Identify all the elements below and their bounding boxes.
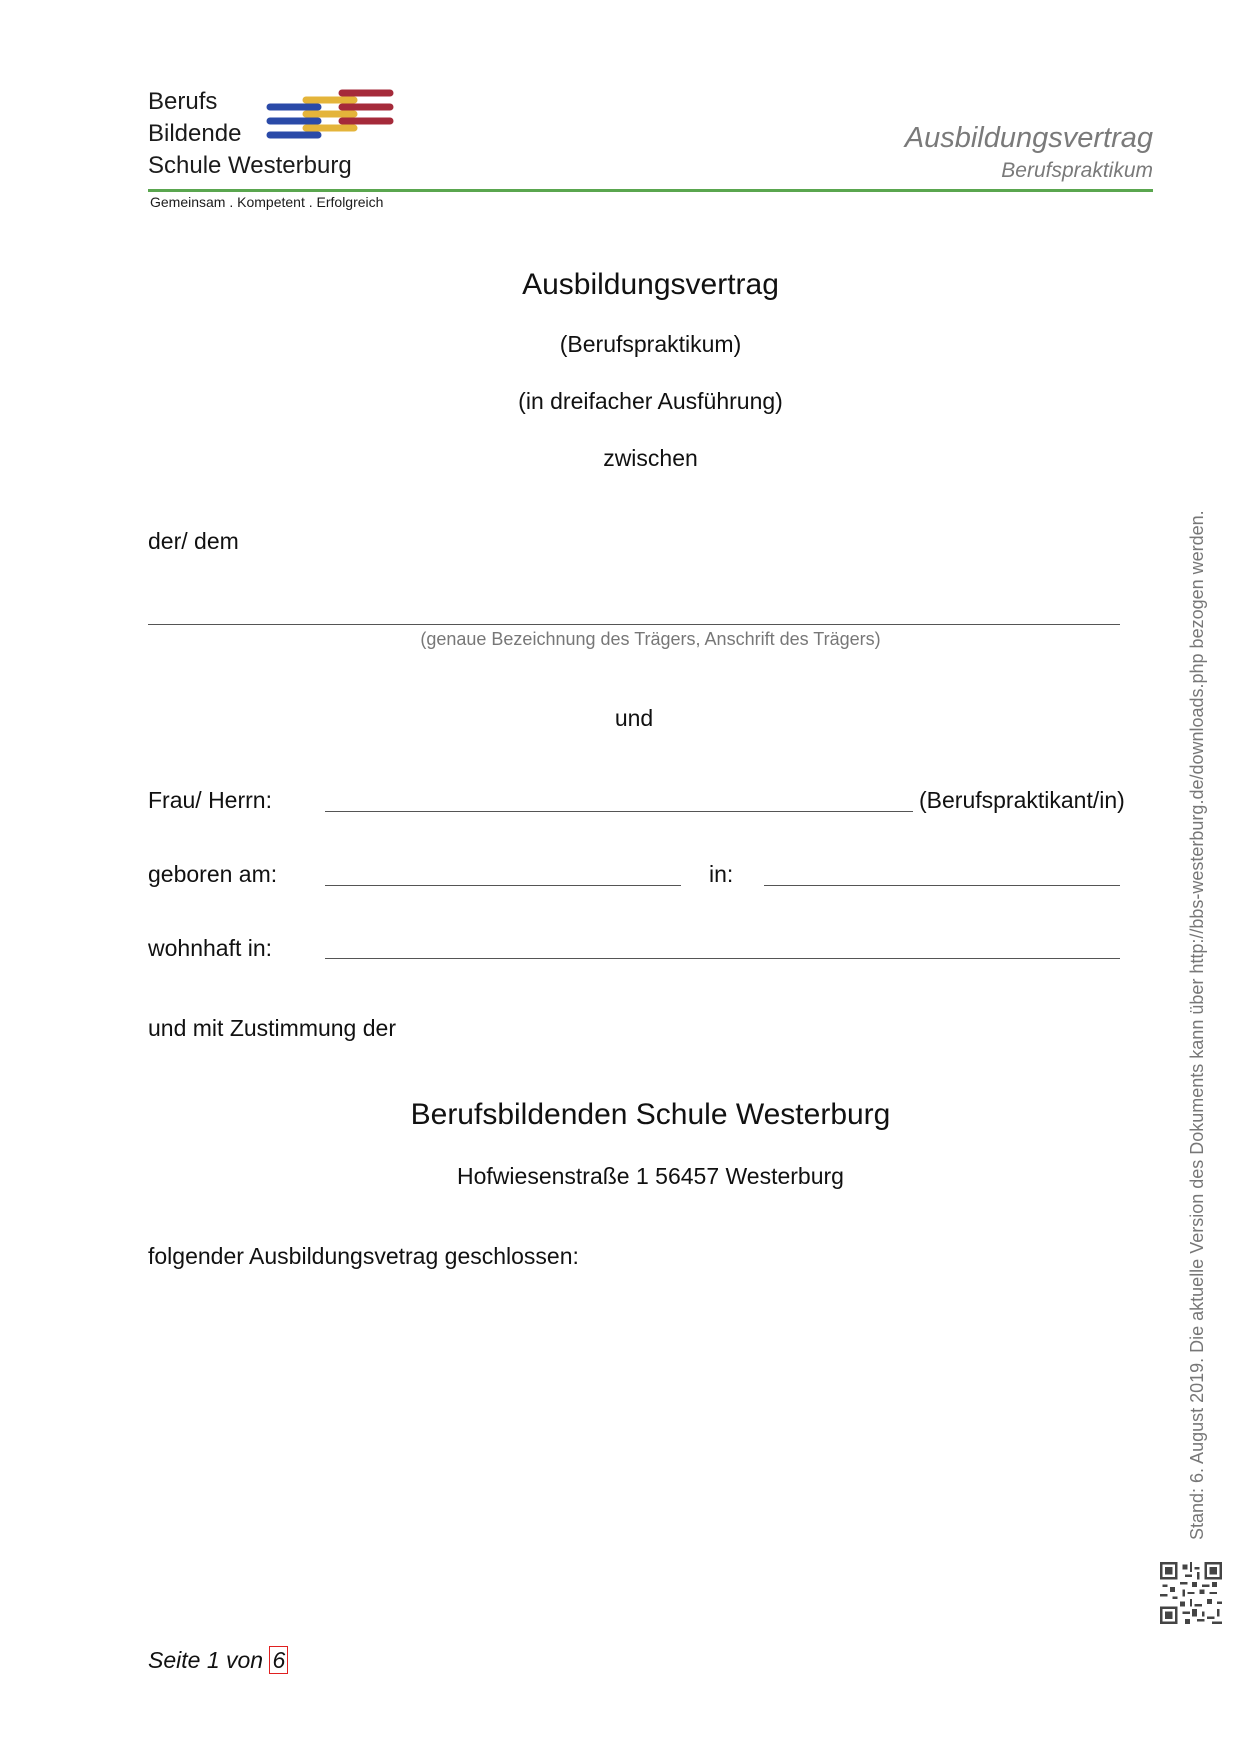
birthplace-label: in: [709, 861, 734, 887]
closing-text: folgender Ausbildungsvetrag geschlossen: [148, 1243, 579, 1269]
party1-field-line[interactable] [148, 624, 1120, 625]
logo-line-1: Berufs [148, 88, 218, 115]
residence-field-line[interactable] [325, 958, 1120, 959]
birthplace-field-line[interactable] [764, 885, 1120, 886]
logo-line-3: Schule Westerburg [148, 152, 352, 179]
contract-subtitle: (Berufspraktikum) [559, 331, 742, 357]
page-number-prefix: Seite 1 von [148, 1647, 264, 1673]
party1-label: der/ dem [148, 528, 239, 554]
version-side-note: Stand: 6. August 2019. Die aktuelle Version des Dokuments kann über http://bbs-westerburg.de/downloads.php bezogen werden. [1187, 510, 1207, 1540]
party1-field-hint: (genaue Bezeichnung des Trägers, Anschrift des Trägers) [420, 629, 881, 649]
header-doc-subtitle: Berufspraktikum [1001, 159, 1153, 182]
name-field-line[interactable] [325, 811, 913, 812]
contract-title: Ausbildungsvertrag [522, 268, 779, 301]
and-text: und [614, 705, 654, 731]
name-label: Frau/ Herrn: [148, 787, 272, 813]
header-divider [148, 189, 1153, 192]
residence-label: wohnhaft in: [148, 935, 273, 961]
birthdate-field-line[interactable] [325, 885, 681, 886]
between-text: zwischen [603, 445, 698, 471]
birthdate-label: geboren am: [148, 861, 278, 887]
school-address: Hofwiesenstraße 1 56457 Westerburg [457, 1163, 844, 1189]
name-suffix: (Berufspraktikant/in) [919, 787, 1125, 813]
qr-code-icon [1160, 1562, 1222, 1624]
school-name: Berufsbildenden Schule Westerburg [410, 1098, 891, 1131]
header-doc-title: Ausbildungsvertrag [904, 122, 1153, 154]
page-total-link[interactable]: 6 [269, 1646, 288, 1674]
page-number [148, 1647, 288, 1674]
contract-copies-note: (in dreifacher Ausführung) [518, 388, 783, 414]
school-tagline: Gemeinsam . Kompetent . Erfolgreich [150, 194, 384, 210]
consent-text: und mit Zustimmung der [148, 1015, 396, 1041]
logo-line-2: Bildende [148, 120, 242, 147]
school-logo-bars-icon [266, 88, 396, 144]
